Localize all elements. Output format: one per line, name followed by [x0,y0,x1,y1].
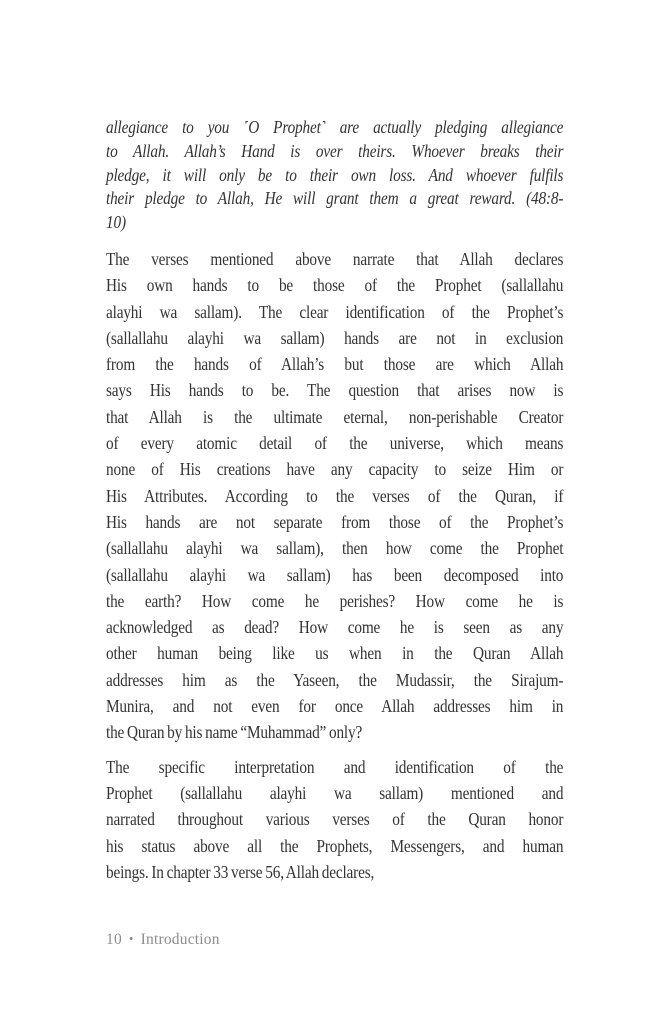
body-paragraph-1 [106,246,563,746]
text-line: acknowledged as dead? How come he is seen as any [106,617,564,638]
page-number: 10 [106,931,122,948]
text-line: His Attributes. According to the verses of the Quran, if [106,485,564,506]
text-line: his status above all the Prophets, Messengers, and human [106,835,564,856]
body-paragraph-2 [106,754,563,885]
section-title: Introduction [140,931,220,948]
text-line: 10) [106,212,126,233]
text-line: the Quran by his name “Muhammad” only? [106,722,363,743]
text-line: other human being like us when in the Quran Allah [106,643,564,664]
text-line: Munira, and not even for once Allah addresses him in [106,696,564,717]
text-line: from the hands of Allah’s but those are which Allah [106,354,564,375]
text-line: The verses mentioned above narrate that Allah declares [106,248,564,269]
text-line: none of His creations have any capacity to seize Him or [106,459,564,480]
text-line: to Allah. Allah’s Hand is over theirs. Whoever breaks their [106,140,564,161]
text-line: alayhi wa sallam). The clear identification of the Prophet’s [106,301,564,322]
text-line: His own hands to be those of the Prophet (sallallahu [106,275,564,296]
text-line: narrated throughout various verses of the Quran honor [106,809,564,830]
text-line: the earth? How come he perishes? How come he is [106,590,564,611]
text-line: (sallallahu alayhi wa sallam), then how come the Prophet [106,538,564,559]
text-line: says His hands to be. The question that arises now is [106,380,564,401]
quran-verse-quote [106,116,563,235]
footer-bullet-icon: • [128,931,134,946]
text-line: addresses him as the Yaseen, the Mudassir, the Sirajum- [106,669,564,690]
text-line: their pledge to Allah, He will grant them a great reward. (48:8- [106,188,564,209]
text-line: (sallallahu alayhi wa sallam) hands are not in exclusion [106,327,564,348]
text-line: His hands are not separate from those of the Prophet’s [106,511,564,532]
text-line: pledge, it will only be to their own loss. And whoever fulfils [106,164,564,185]
text-line: that Allah is the ultimate eternal, non-perishable Creator [106,406,564,427]
text-line: Prophet (sallallahu alayhi wa sallam) mentioned and [106,782,564,803]
text-line: allegiance to you ˹O Prophet˺ are actually pledging allegiance [106,117,564,137]
text-line: of every atomic detail of the universe, which means [106,433,564,454]
text-line: The specific interpretation and identification of the [106,756,564,777]
text-column [106,116,563,893]
text-line: beings. In chapter 33 verse 56, Allah declares, [106,861,375,882]
text-line: (sallallahu alayhi wa sallam) has been decomposed into [106,564,564,585]
page-footer [106,929,220,950]
